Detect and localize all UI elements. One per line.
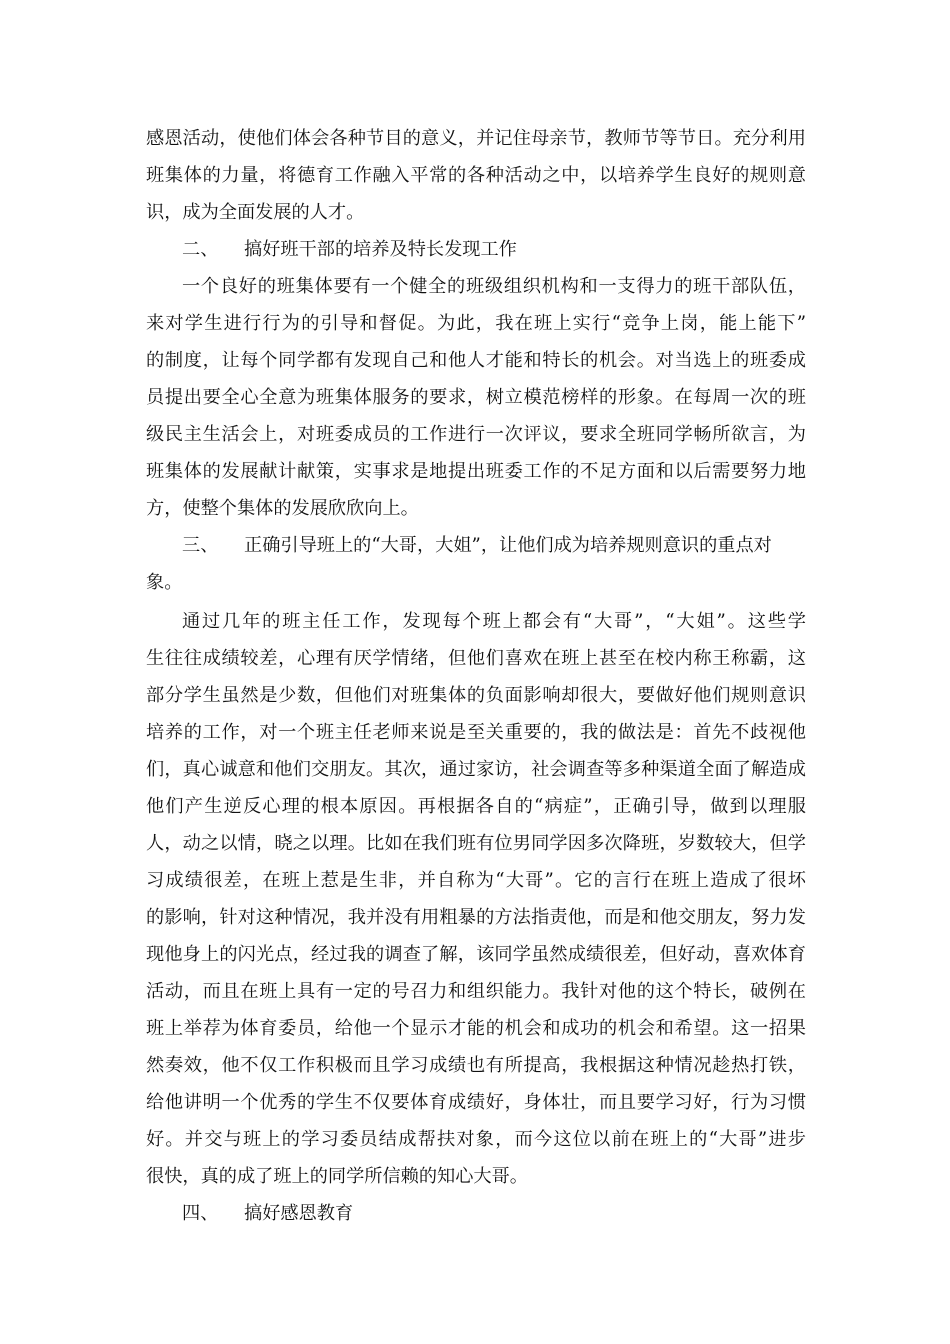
paragraph-line: 班集体的发展献计献策，实事求是地提出班委工作的不足方面和以后需要努力地 bbox=[146, 461, 806, 482]
paragraph-line: 然奏效，他不仅工作积极而且学习成绩也有所提高，我根据这种情况趁热打铁， bbox=[146, 1055, 806, 1076]
paragraph-line: 级民主生活会上，对班委成员的工作进行一次评议，要求全班同学畅所欲言，为 bbox=[146, 424, 806, 445]
paragraph-line: 班上举荐为体育委员，给他一个显示才能的机会和成功的机会和希望。这一招果 bbox=[146, 1018, 806, 1039]
paragraph-line: 很快，真的成了班上的同学所信赖的知心大哥。 bbox=[146, 1166, 528, 1187]
paragraph-line: 的制度，让每个同学都有发现自己和他人才能和特长的机会。对当选上的班委成 bbox=[146, 350, 806, 371]
paragraph-line: 培养的工作，对一个班主任老师来说是至关重要的，我的做法是：首先不歧视他 bbox=[146, 722, 806, 743]
section-title: 搞好感恩教育 bbox=[244, 1203, 354, 1224]
section-number: 四、 bbox=[182, 1203, 219, 1224]
paragraph-line: 的影响，针对这种情况，我并没有用粗暴的方法指责他，而是和他交朋友，努力发 bbox=[146, 907, 806, 928]
paragraph-line: 通过几年的班主任工作，发现每个班上都会有“大哥”，“大姐”。这些学 bbox=[182, 611, 806, 632]
section-heading-3 bbox=[182, 531, 806, 561]
paragraph-line: 他们产生逆反心理的根本原因。再根据各自的“病症”，正确引导，做到以理服 bbox=[146, 796, 806, 817]
section-title: 正确引导班上的“大哥，大姐”，让他们成为培养规则意识的重点对 bbox=[244, 535, 772, 556]
paragraph-line: 好。并交与班上的学习委员结成帮扶对象，而今这位以前在班上的“大哥”进步 bbox=[146, 1129, 806, 1150]
section-title: 搞好班干部的培养及特长发现工作 bbox=[244, 239, 517, 260]
paragraph-line: 部分学生虽然是少数，但他们对班集体的负面影响却很大，要做好他们规则意识 bbox=[146, 685, 806, 706]
paragraph-line: 给他讲明一个优秀的学生不仅要体育成绩好，身体壮，而且要学习好，行为习惯 bbox=[146, 1092, 806, 1113]
paragraph-line: 活动，而且在班上具有一定的号召力和组织能力。我针对他的这个特长，破例在 bbox=[146, 981, 806, 1002]
paragraph-line: 感恩活动，使他们体会各种节目的意义，并记住母亲节，教师节等节日。充分利用 bbox=[146, 128, 806, 149]
section-heading-4 bbox=[182, 1199, 353, 1229]
section-number: 三、 bbox=[182, 535, 219, 556]
paragraph-line: 一个良好的班集体要有一个健全的班级组织机构和一支得力的班干部队伍， bbox=[182, 276, 806, 297]
paragraph-line: 员提出要全心全意为班集体服务的要求，树立模范榜样的形象。在每周一次的班 bbox=[146, 387, 806, 408]
section-number: 二、 bbox=[182, 239, 219, 260]
paragraph-line: 们，真心诚意和他们交朋友。其次，通过家访，社会调查等多种渠道全面了解造成 bbox=[146, 759, 806, 780]
paragraph-line: 班集体的力量，将德育工作融入平常的各种活动之中，以培养学生良好的规则意 bbox=[146, 165, 806, 186]
paragraph-line: 识，成为全面发展的人才。 bbox=[146, 202, 365, 223]
paragraph-line: 来对学生进行行为的引导和督促。为此，我在班上实行“竞争上岗，能上能下” bbox=[146, 313, 806, 334]
section-heading-continuation: 象。 bbox=[146, 572, 183, 593]
section-heading-2 bbox=[182, 235, 517, 265]
paragraph-line: 现他身上的闪光点，经过我的调查了解，该同学虽然成绩很差，但好动，喜欢体育 bbox=[146, 944, 806, 965]
paragraph-line: 生往往成绩较差，心理有厌学情绪，但他们喜欢在班上甚至在校内称王称霸，这 bbox=[146, 648, 806, 669]
paragraph-line: 方，使整个集体的发展欣欣向上。 bbox=[146, 498, 419, 519]
paragraph-line: 习成绩很差，在班上惹是生非，并自称为“大哥”。它的言行在班上造成了很坏 bbox=[146, 870, 806, 891]
paragraph-line: 人，动之以情，晓之以理。比如在我们班有位男同学因多次降班，岁数较大，但学 bbox=[146, 833, 806, 854]
